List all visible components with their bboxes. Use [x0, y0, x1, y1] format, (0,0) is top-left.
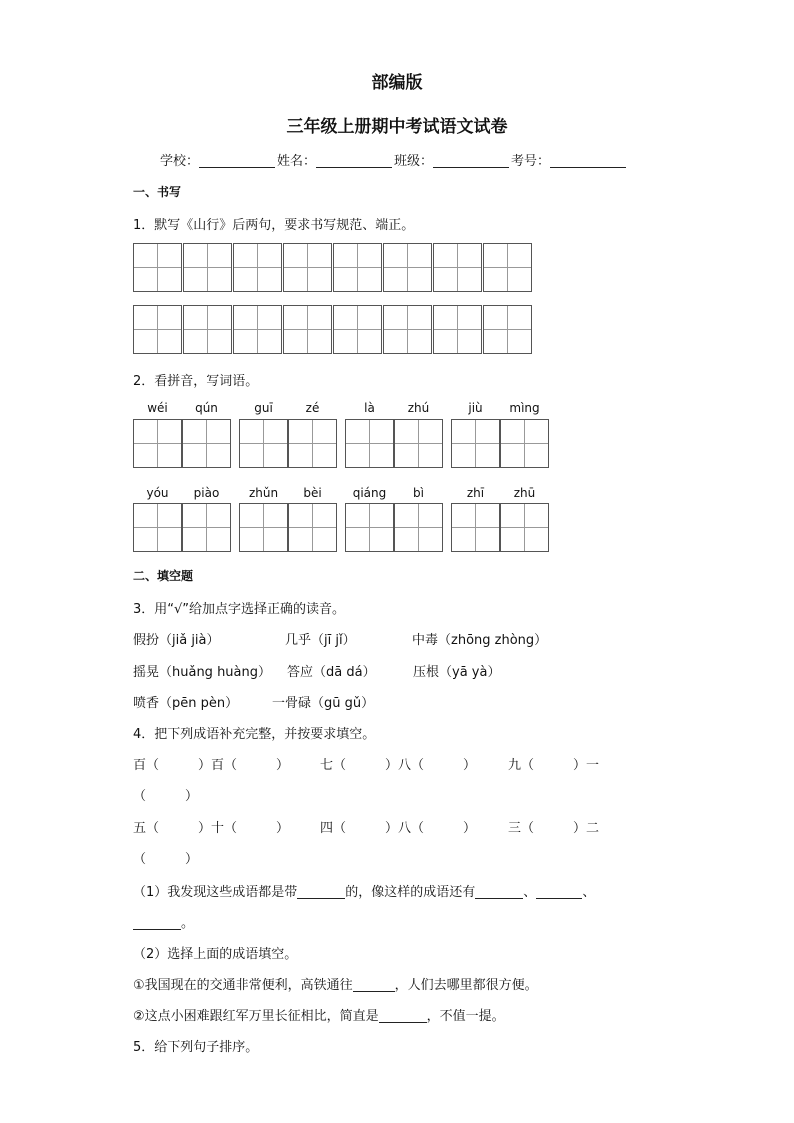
writing-cell[interactable]: [433, 305, 482, 354]
idiom-item: 四（ ）八（ ）: [320, 821, 477, 836]
class-field[interactable]: [433, 153, 509, 168]
pinyin-answer-cell[interactable]: [133, 419, 182, 468]
pinyin-answer-cell[interactable]: [133, 503, 182, 552]
section-heading-writing: 一、书写: [133, 185, 182, 199]
answer-blank[interactable]: [133, 915, 181, 930]
writing-cell[interactable]: [383, 243, 432, 292]
q3-item: 摇晃（huǎng huàng）: [133, 665, 272, 680]
pinyin-answer-cell[interactable]: [451, 419, 500, 468]
writing-cell[interactable]: [233, 305, 282, 354]
writing-cell[interactable]: [133, 243, 182, 292]
pinyin-label: mìng: [509, 401, 540, 415]
answer-blank[interactable]: [536, 884, 582, 899]
student-info-line: [160, 150, 628, 169]
q3-item: 几乎（jī jǐ）: [285, 633, 356, 648]
pinyin-answer-cell[interactable]: [182, 503, 231, 552]
writing-cell[interactable]: [383, 305, 432, 354]
q4-part1-cont: 。: [133, 912, 194, 931]
pinyin-answer-cell[interactable]: [394, 419, 443, 468]
pinyin-answer-cell[interactable]: [394, 503, 443, 552]
question-2: 2．看拼音，写词语。: [133, 374, 259, 389]
name-label: 姓名：: [277, 154, 317, 169]
exam-title: 三年级上册期中考试语文试卷: [286, 117, 508, 137]
name-field[interactable]: [316, 153, 392, 168]
writing-cell[interactable]: [333, 243, 382, 292]
pinyin-label: jiù: [468, 401, 483, 415]
idiom-item: 三（ ）二: [508, 821, 600, 836]
pinyin-answer-cell[interactable]: [239, 419, 288, 468]
answer-blank[interactable]: [475, 884, 523, 899]
exam-number-field[interactable]: [550, 153, 626, 168]
pinyin-label: zhǔn: [248, 486, 279, 500]
pinyin-label: qún: [195, 401, 218, 415]
pinyin-label: zhī: [466, 486, 485, 500]
writing-cell[interactable]: [483, 243, 532, 292]
writing-cell[interactable]: [183, 305, 232, 354]
school-label: 学校：: [160, 154, 200, 169]
q3-item: 一骨碌（gū gǔ）: [272, 696, 375, 711]
q3-item: 答应（dā dá）: [287, 665, 376, 680]
pinyin-label: zé: [305, 401, 320, 415]
q4-part2: （2）选择上面的成语填空。: [133, 947, 298, 962]
question-5: 5．给下列句子排序。: [133, 1040, 259, 1055]
pinyin-label: zhú: [407, 401, 430, 415]
publisher-label: 部编版: [371, 73, 423, 93]
answer-blank[interactable]: [379, 1008, 427, 1023]
pinyin-label: qiáng: [352, 486, 387, 500]
idiom-item: 五（ ）十（ ）: [133, 821, 290, 836]
pinyin-answer-cell[interactable]: [239, 503, 288, 552]
pinyin-label: yóu: [146, 486, 169, 500]
writing-cell[interactable]: [483, 305, 532, 354]
idiom-item: （ ）: [133, 852, 199, 867]
question-3: 3．用“√”给加点字选择正确的读音。: [133, 602, 346, 617]
class-label: 班级：: [394, 154, 434, 169]
writing-cell[interactable]: [283, 305, 332, 354]
q4-part2-item-a: ①我国现在的交通非常便利，高铁通往 ，人们去哪里都很方便。: [133, 978, 538, 993]
pinyin-label: piào: [193, 486, 220, 500]
school-field[interactable]: [199, 153, 275, 168]
pinyin-label: zhū: [513, 486, 536, 500]
q4-part1-line: （1）我发现这些成语都是带 的，像这样的成语还有 、 、: [133, 885, 596, 900]
q4-part2-item-b: ②这点小困难跟红军万里长征相比，简直是 ，不值一提。: [133, 1009, 505, 1024]
writing-cell[interactable]: [133, 305, 182, 354]
section-heading-fill-blank: 二、填空题: [133, 569, 194, 583]
answer-blank[interactable]: [297, 884, 345, 899]
pinyin-answer-cell[interactable]: [288, 419, 337, 468]
writing-cell[interactable]: [233, 243, 282, 292]
pinyin-label: là: [364, 401, 375, 415]
pinyin-answer-cell[interactable]: [345, 503, 394, 552]
idiom-item: 百（ ）百（ ）: [133, 758, 290, 773]
pinyin-answer-cell[interactable]: [451, 503, 500, 552]
writing-cell[interactable]: [333, 305, 382, 354]
pinyin-label: bì: [413, 486, 424, 500]
pinyin-answer-cell[interactable]: [345, 419, 394, 468]
writing-cell[interactable]: [433, 243, 482, 292]
q3-item: 压根（yā yà）: [413, 665, 501, 680]
idiom-item: 七（ ）八（ ）: [320, 758, 477, 773]
pinyin-label: wéi: [147, 401, 168, 415]
pinyin-label: bèi: [303, 486, 322, 500]
q3-item: 喷香（pēn pèn）: [133, 696, 239, 711]
answer-blank[interactable]: [353, 977, 395, 992]
exam-number-label: 考号：: [511, 154, 551, 169]
idiom-item: 九（ ）一: [508, 758, 600, 773]
idiom-item: （ ）: [133, 789, 199, 804]
writing-cell[interactable]: [183, 243, 232, 292]
pinyin-answer-cell[interactable]: [500, 503, 549, 552]
pinyin-answer-cell[interactable]: [182, 419, 231, 468]
writing-cell[interactable]: [283, 243, 332, 292]
question-4: 4．把下列成语补充完整，并按要求填空。: [133, 727, 376, 742]
pinyin-label: guī: [254, 401, 273, 415]
pinyin-answer-cell[interactable]: [500, 419, 549, 468]
q3-item: 假扮（jiǎ jià）: [133, 633, 220, 648]
pinyin-answer-cell[interactable]: [288, 503, 337, 552]
q3-item: 中毒（zhōng zhòng）: [412, 633, 548, 648]
question-1: 1．默写《山行》后两句，要求书写规范、端正。: [133, 218, 415, 233]
